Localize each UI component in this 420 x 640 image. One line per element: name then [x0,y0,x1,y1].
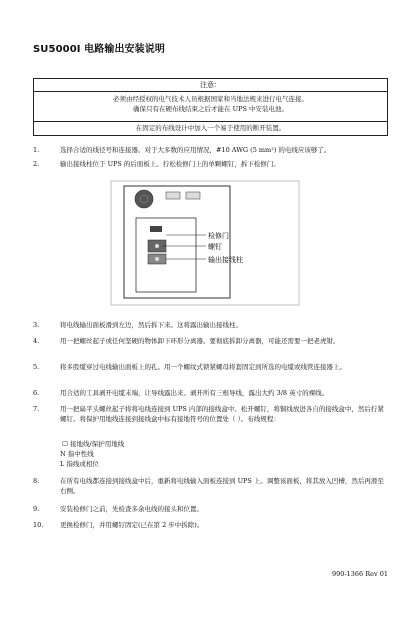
step-text: 将电线输出面板滑到左边，然后拆下来。这将露出输出接线柱。 [60,321,242,329]
door-latch [150,226,162,232]
label-access-door: 检修门 [208,232,229,240]
notice-line-2: 确保只有在硬布线结束之后才能在 UPS 中安装电池。 [133,105,288,113]
label-screw: 螺钉 [208,243,222,251]
ground-icon [61,441,69,447]
page-title: SU5000I 电路输出安装说明 [33,44,165,55]
wiring-ground [60,440,124,449]
document-number: 990-1366 Rev 01 [332,570,388,578]
step-number: 4. [33,337,40,345]
wiring-neutral: N 指中性线 [60,450,94,458]
wiring-ground-text: 接地线/保护用地线 [70,440,125,448]
wiring-line: L 指线或相位 [60,460,99,468]
step-number: 9. [33,505,40,513]
terminal-icon [155,257,159,261]
fan-icon [135,190,153,208]
notice-line-1: 必须由经授权的电气技术人员根据国家和当地法规来进行电气连接。 [113,95,308,103]
step-number: 5. [33,363,40,371]
step-number: 3. [33,321,40,329]
step-number: 6. [33,389,40,397]
step-text: 安装检修门之前，先检查多余电线的接头和位置。 [60,505,203,513]
connector-icon [166,192,180,199]
step-text: 用一把螺丝起子或任何坚硬的物体卸下环形分离器。要彻底拆卸分离器，可能还需要一把老虎钳。 [60,337,340,345]
step-number: 8. [33,477,40,485]
step-text: 输出接线柱位于 UPS 的后面板上。拧松检修门上的单颗螺钉，拆下检修门。 [60,160,280,168]
notice-body [34,92,387,122]
step-number: 10. [33,521,44,529]
notice-heading: 注意： [34,79,387,92]
step-number: 1. [33,146,40,154]
notice-line-3: 在固定的布线设计中加入一个易于使用的断开装置。 [135,124,286,132]
step-number: 2. [33,160,40,168]
step-text: 更换检修门，并用螺钉固定(已在第 2 步中拆除)。 [60,521,204,529]
step-text: 在所有电线都连接到接线盒中后，重新将电线输入面板连接到 UPS 上。调整该面板，将其放入凹槽，然后再滑至右侧。 [60,477,384,495]
notice-box [33,78,388,136]
step-number: 7. [33,405,40,413]
label-output-terminal: 输出接线柱 [208,256,243,264]
step-text: 用合适的工具剥开电缆末端，让导线露出来。剥开所有三根导线，露出大约 3/8 英寸的裸线。 [60,389,329,397]
step-text: 选择合适的线径号和连接器。对于大多数的应用情况，#10 AWG (5 mm²) 的电线应该够了。 [60,146,331,154]
step-text: 将多股缆穿过电线输出面板上的孔。用一个螺纹式锁紧螺母将套固定到所选的电缆或线管连接器上。 [60,363,346,371]
step-text: 用一把扁平头螺丝起子将将电线连接到 UPS 内部的接线盒中。松开螺钉，将铜线放进各自的接线盒中，然后拧紧螺钉。将保护用地线连接到接线盒中标有接地符号的位置处（ ）。布线规程： [60,405,384,423]
screw-icon [155,244,159,248]
connector-icon [186,192,200,199]
ups-rear-panel-figure [110,180,300,306]
